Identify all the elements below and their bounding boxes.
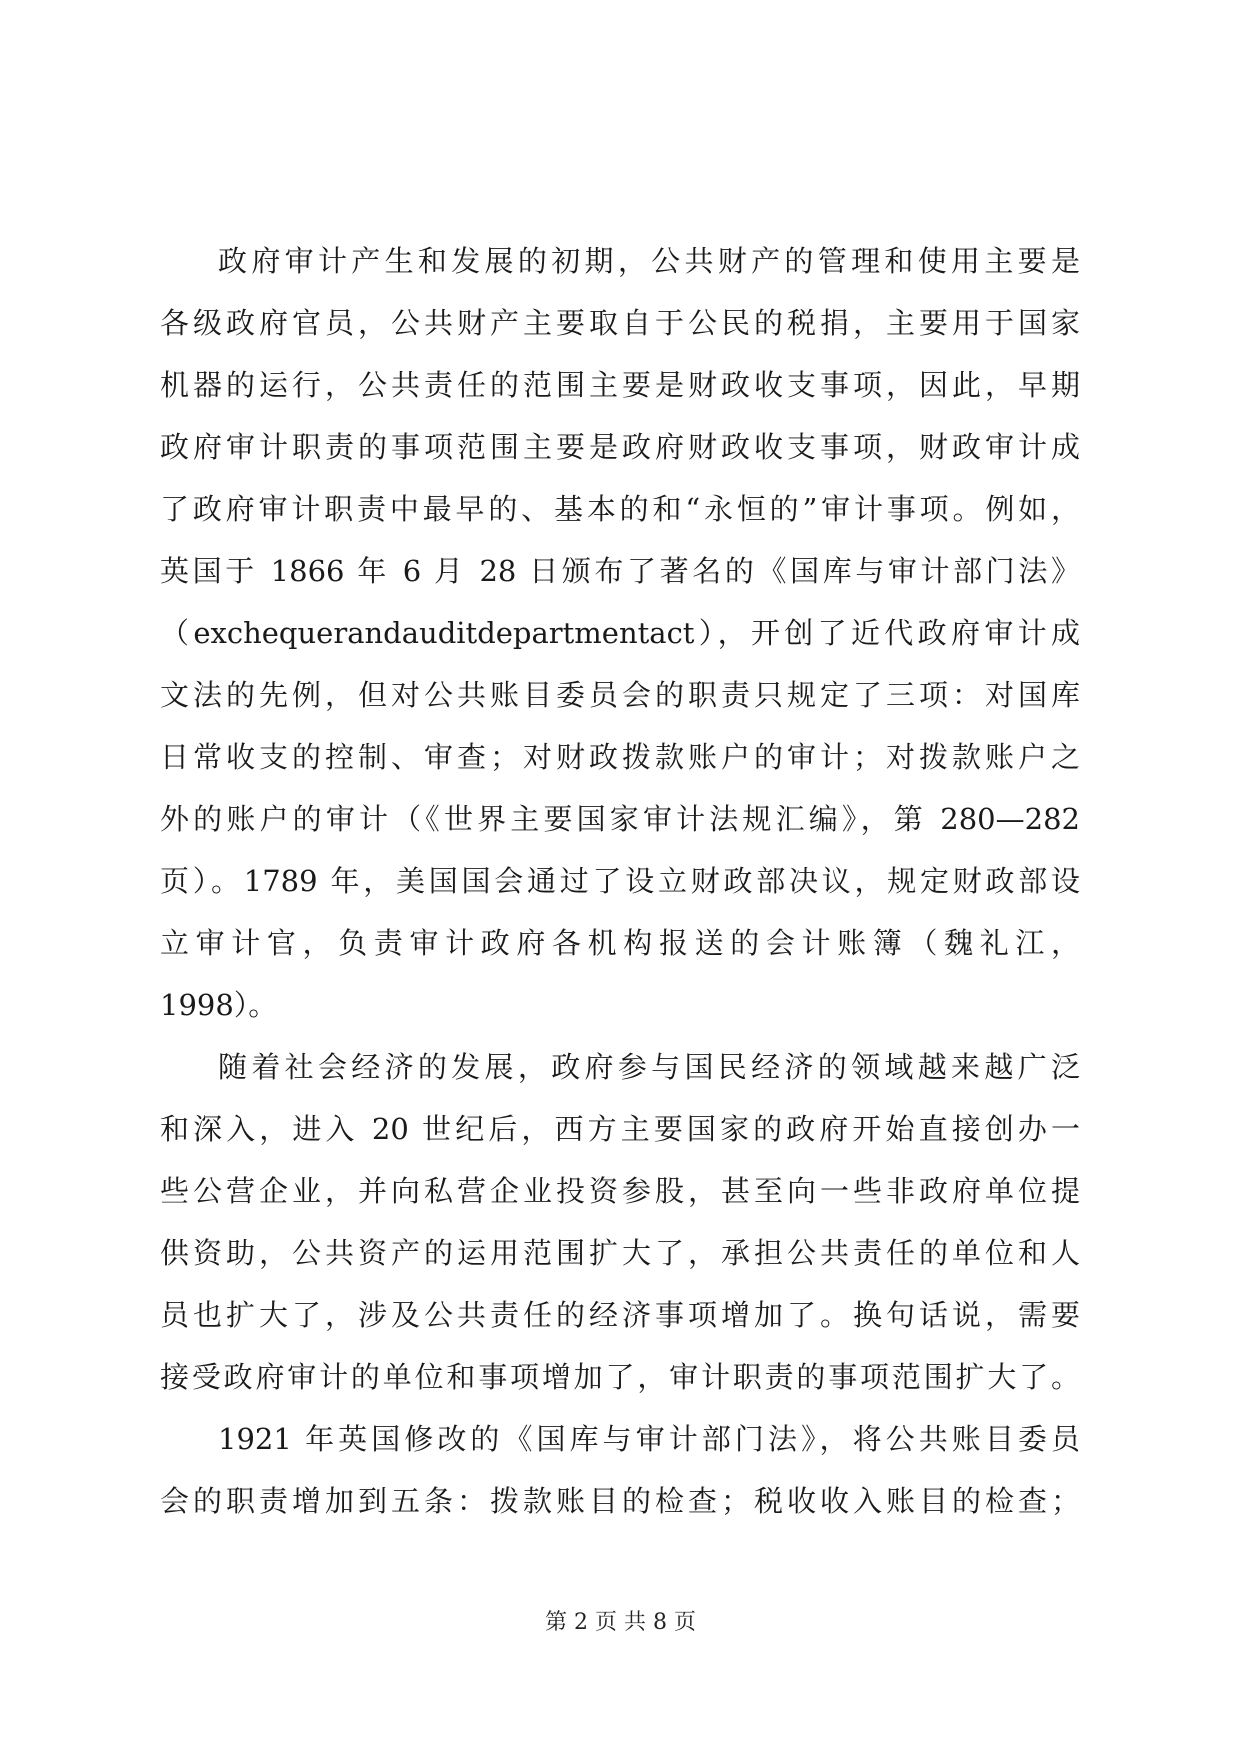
text-line: 日常收支的控制、审查；对财政拨款账户的审计；对拨款账户之 <box>160 740 1080 774</box>
text-line: 文法的先例，但对公共账目委员会的职责只规定了三项：对国库 <box>160 678 1080 712</box>
text-line: 会的职责增加到五条：拨款账目的检查；税收收入账目的检查； <box>160 1484 1080 1518</box>
text-line: 供资助，公共资产的运用范围扩大了，承担公共责任的单位和人 <box>160 1236 1080 1270</box>
page-footer: 第 2 页 共 8 页 <box>545 1610 696 1635</box>
text-line: 政府审计产生和发展的初期，公共财产的管理和使用主要是 <box>218 244 1080 278</box>
text-line: 英国于 1866 年 6 月 28 日颁布了著名的《国库与审计部门法》 <box>160 554 1080 588</box>
text-line: 员也扩大了，涉及公共责任的经济事项增加了。换句话说，需要 <box>160 1298 1080 1332</box>
text-line: 些公营企业，并向私营企业投资参股，甚至向一些非政府单位提 <box>160 1174 1080 1208</box>
body-text <box>160 230 1080 1532</box>
text-line: 机器的运行，公共责任的范围主要是财政收支事项，因此，早期 <box>160 368 1080 402</box>
text-line: 1921 年英国修改的《国库与审计部门法》，将公共账目委员 <box>218 1422 1080 1456</box>
text-line: 接受政府审计的单位和事项增加了，审计职责的事项范围扩大了。 <box>160 1360 1080 1394</box>
text-line: 立审计官，负责审计政府各机构报送的会计账簿（魏礼江， <box>160 926 1080 960</box>
text-line: 政府审计职责的事项范围主要是政府财政收支事项，财政审计成 <box>160 430 1080 464</box>
text-line: （exchequerandauditdepartmentact），开创了近代政府审计成 <box>160 616 1080 650</box>
text-line: 1998）。 <box>160 988 278 1022</box>
text-line: 随着社会经济的发展，政府参与国民经济的领域越来越广泛 <box>218 1050 1080 1084</box>
text-line: 和深入，进入 20 世纪后，西方主要国家的政府开始直接创办一 <box>160 1112 1080 1146</box>
text-line: 页）。1789 年，美国国会通过了设立财政部决议，规定财政部设 <box>160 864 1080 898</box>
text-line: 各级政府官员，公共财产主要取自于公民的税捐，主要用于国家 <box>160 306 1080 340</box>
text-line: 了政府审计职责中最早的、基本的和“永恒的”审计事项。例如， <box>160 492 1080 526</box>
text-line: 外的账户的审计（《世界主要国家审计法规汇编》，第 280—282 <box>160 802 1080 836</box>
